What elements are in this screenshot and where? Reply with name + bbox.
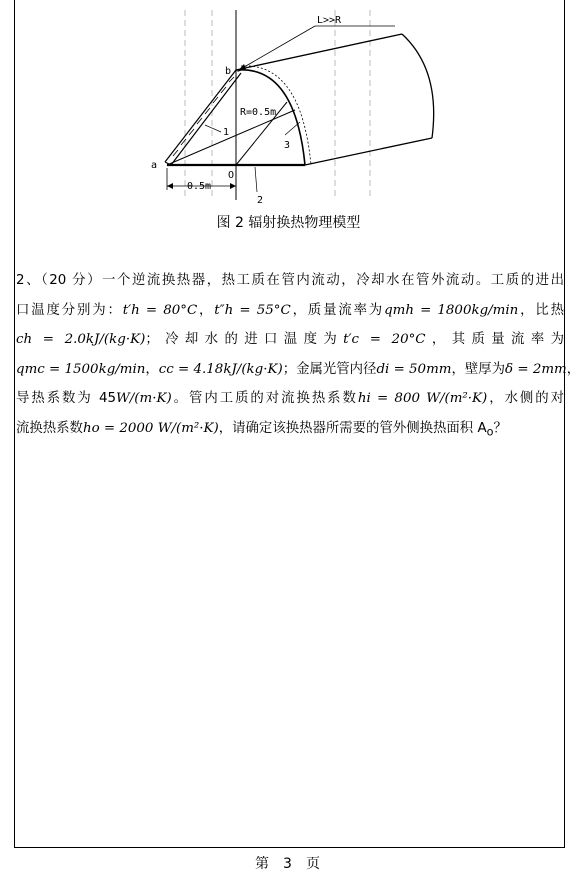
text-segment: ，: [197, 302, 215, 318]
text-segment: ；金属光管内径: [282, 361, 377, 377]
page-number: 3: [283, 856, 294, 872]
problem-line: [16, 266, 564, 296]
label-surface-1: 1: [223, 127, 230, 138]
label-surface-3: 3: [284, 140, 291, 151]
text-segment: ，质量流率为: [290, 302, 385, 318]
text-segment: ；冷却水的进口温度为: [145, 332, 344, 347]
radiation-model-figure: [145, 10, 445, 208]
problem-line: [16, 414, 564, 447]
math-expression: di = 50mm: [376, 361, 452, 377]
math-expression: qmc = 1500kg/min: [16, 361, 146, 377]
text-segment: ，水侧的对: [487, 391, 565, 406]
text-segment: ，: [145, 361, 159, 377]
text-segment: ，: [566, 361, 580, 377]
figure-drawing: [145, 10, 445, 208]
label-a: a: [151, 160, 158, 171]
label-width: 0.5m: [187, 181, 212, 192]
label-origin: O: [228, 170, 235, 181]
problem-line: [16, 325, 564, 355]
problem-line: [16, 296, 564, 326]
math-expression: t′c = 20°C: [343, 332, 426, 347]
math-expression: δ = 2mm: [505, 361, 567, 377]
problem-line: [16, 355, 580, 385]
math-expression: W/(m·K): [116, 391, 172, 406]
text-segment: 口温度分别为：: [16, 302, 123, 318]
math-expression: hi = 800 W/(m²·K): [357, 391, 488, 406]
math-expression: t′h = 80°C: [122, 302, 198, 318]
problem-2: [16, 266, 580, 447]
text-segment: ？: [493, 420, 507, 436]
text-segment: ，壁厚为: [451, 361, 506, 377]
footer-prefix: 第: [255, 856, 272, 872]
text-segment: ，比热: [518, 302, 565, 318]
math-expression: ho = 2000 W/(m²·K): [82, 420, 219, 436]
text-segment: 。管内工质的对流换热系数: [171, 391, 358, 406]
problem-line: [16, 384, 564, 414]
footer-suffix: 页: [305, 856, 322, 872]
text-segment: ，请确定该换热器所需要的管外侧换热面积 A: [218, 420, 487, 436]
text-segment: ，其质量流率为: [425, 332, 565, 347]
label-length: L>>R: [317, 15, 342, 26]
label-b: b: [225, 66, 232, 77]
text-segment: 2、（20 分）一个逆流换热器，热工质在管内流动，冷却水在管外流动。工质的进出: [16, 273, 564, 288]
figure-caption: 图 2 辐射换热物理模型: [216, 215, 361, 231]
subscript: o: [486, 425, 494, 439]
label-surface-2: 2: [257, 195, 264, 206]
math-expression: cc = 4.18kJ/(kg·K): [158, 361, 283, 377]
math-expression: t″h = 55°C: [214, 302, 291, 318]
text-segment: 流换热系数: [16, 420, 83, 436]
math-expression: ch = 2.0kJ/(kg·K): [16, 332, 146, 347]
label-radius: R=0.5m: [240, 107, 277, 118]
text-segment: 导热系数为 45: [16, 391, 117, 406]
page-footer: [0, 853, 577, 873]
math-expression: qmh = 1800kg/min: [384, 302, 519, 318]
